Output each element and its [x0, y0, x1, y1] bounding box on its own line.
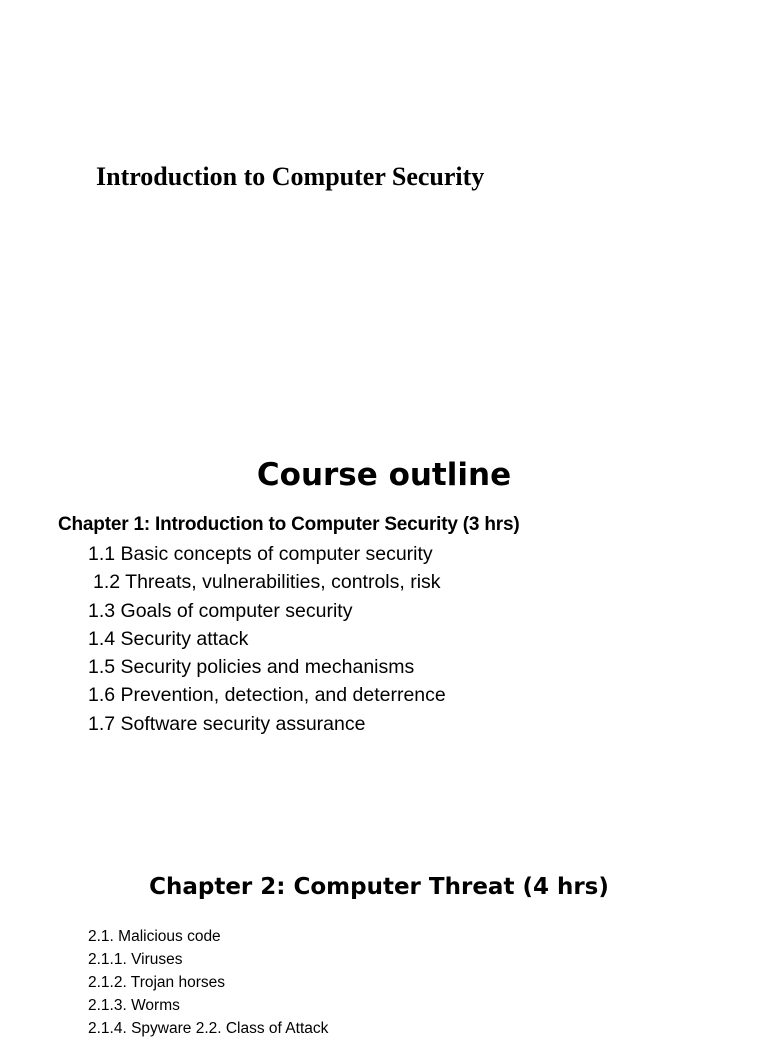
course-outline-heading: Course outline: [256, 457, 512, 493]
chapter-1-topic: 1.2 Threats, vulnerabilities, controls, risk: [93, 571, 441, 594]
chapter-2-topic-list: [88, 925, 328, 1040]
chapter-2-topic: 2.1.3. Worms: [88, 997, 180, 1014]
document-title: Introduction to Computer Security: [96, 162, 485, 191]
chapter-1-heading: Chapter 1: Introduction to Computer Security (3 hrs): [58, 514, 520, 535]
chapter-2-topic: 2.1. Malicious code: [88, 928, 221, 945]
chapter-2-topic: 2.1.2. Trojan horses: [88, 974, 225, 991]
chapter-1-topic: 1.3 Goals of computer security: [88, 599, 353, 622]
chapter-2-topic: 2.1.4. Spyware 2.2. Class of Attack: [88, 1020, 329, 1037]
chapter-1-topic: 1.5 Security policies and mechanisms: [88, 656, 415, 679]
chapter-2-heading: Chapter 2: Computer Threat (4 hrs): [149, 874, 609, 900]
chapter-1-topic: 1.4 Security attack: [88, 627, 249, 650]
chapter-1-topic: 1.1 Basic concepts of computer security: [88, 543, 433, 565]
chapter-1-topic-list: [88, 540, 446, 738]
chapter-1-topic: 1.7 Software security assurance: [88, 712, 366, 735]
chapter-2-topic: 2.1.1. Viruses: [88, 951, 183, 968]
chapter-1-topic: 1.6 Prevention, detection, and deterrence: [88, 684, 446, 707]
